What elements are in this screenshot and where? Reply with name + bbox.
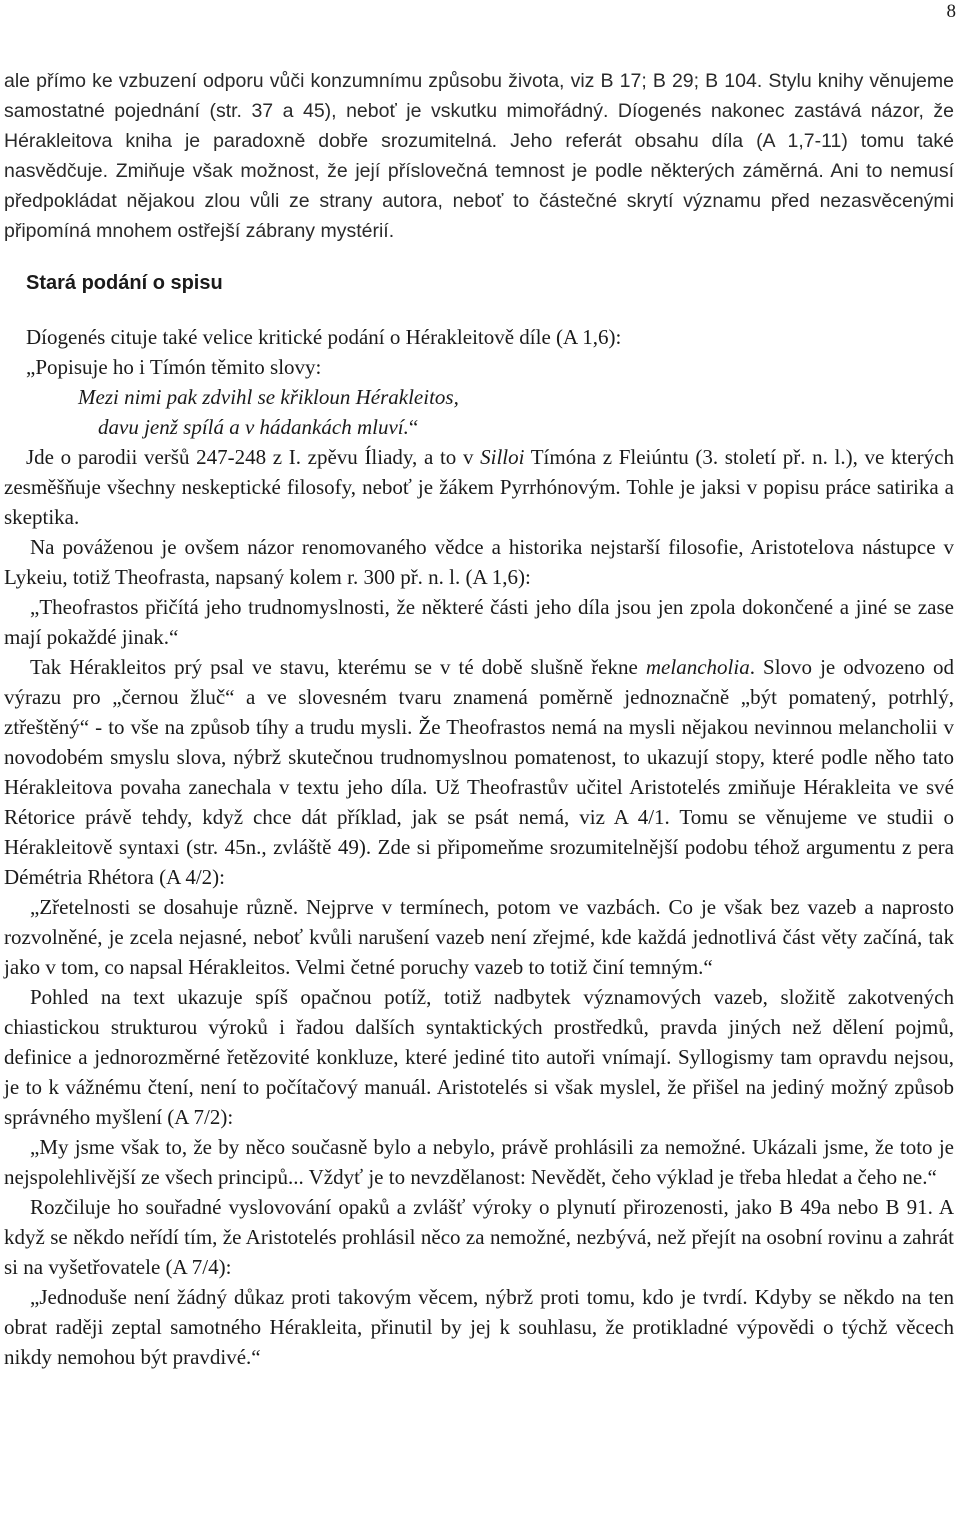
- section-heading: Stará podání o spisu: [26, 272, 223, 294]
- page-number: 8: [946, 1, 956, 22]
- aristotle-quote: „My jsme však to, že by něco současně bylo a nebylo, právě prohlásili za nemožné. Ukázali jsme, že toto je nejspolehlivější ze všech principů... Vždyť je to nevzdělanost: Nevědět, čeho výklad je třeba hledat a čeho ne.“: [4, 1135, 954, 1189]
- parody-text-a: Jde o parodii veršů 247-248 z I. zpěvu Íliady, a to v: [26, 445, 481, 469]
- verse-line-2-text: davu jenž spílá a v hádankách mluví.: [98, 415, 409, 439]
- melancholia-word: melancholia: [645, 655, 750, 679]
- melancholia-text-b: . Slovo je odvozeno od výrazu pro „černou žluč“ a ve slovesném tvaru znamená poměrně jednoznačně „být pomatený, potrhlý, ztřeštěný“ - to vše na způsob tíhy a trudu mysli. Že Theofrastos nemá na mysli nějakou nevinnou melancholii v novodobém smyslu slova, nýbrž skutečnou trudnomyslnou pomatenost, to ukazují stopy, které podle něho tato Hérakleitova povaha zanechala v textu jeho díla. Už Theofrastův učitel Aristotelés zmiňuje Hérakleita ve své Rétorice právě tehdy, když chce dát příklad, jak se psát nemá, viz A 4/1. Tomu se věnujeme ve studii o Hérakleitově syntaxi (str. 45n., zvláště 49). Zde si připomeňme srozumitelnější podobu téhož argumentu z pera Démétria Rhétora (A 4/2):: [4, 655, 955, 889]
- pohled-paragraph: Pohled na text ukazuje spíš opačnou potíž, totiž nadbytek významových vazeb, složitě zakotvených chiastickou strukturou výroků i řadou dalších syntaktických prostředků, pravda jiných než dělení pojmů, definice a jednorozměrné řetězovité konkluze, které jediné tito autoři vnímají. Syllogismy tam opravdu nejsou, je to k vážnému čtení, není to počítačový manuál. Aristotelés si však myslel, že přišel na jediný možný způsob správného myšlení (A 7/2):: [4, 985, 954, 1129]
- melancholia-text-a: Tak Hérakleitos prý psal ve stavu, kterému se v té době slušně řekne: [30, 655, 646, 679]
- theophrastus-paragraph: Na pováženou je ovšem názor renomovaného vědce a historika nejstarší filosofie, Aristotelova nástupce v Lykeiu, totiž Theofrasta, napsaný kolem r. 300 př. n. l. (A 1,6):: [4, 535, 954, 589]
- verse-line-2: [4, 412, 954, 442]
- rozciluje-paragraph: Rozčiluje ho souřadné vyslovování opaků a zvlášť výroky o plynutí přirozenosti, jako B 49a nebo B 91. A když se někdo neřídí tím, že Aristotelés prohlásil něco za nemožné, nezbývá, než přejít na osobní rovinu a zahrát si na vyšetřovatele (A 7/4):: [4, 1195, 954, 1279]
- theophrastus-quote: „Theofrastos přičítá jeho trudnomyslnosti, že některé části jeho díla jsou jen zpola dokončené a jiné se zase mají pokaždé jinak.“: [4, 595, 954, 649]
- silloi-title: Silloi: [480, 445, 525, 469]
- intro-paragraph: ale přímo ke vzbuzení odporu vůči konzumnímu způsobu života, viz B 17; B 29; B 104. Stylu knihy věnujeme samostatné pojednání (str. 37 a 45), neboť je vskutku mimořádný. Díogenés nakonec zastává názor, že Hérakleitova kniha je paradoxně dobře srozumitelná. Jeho referát obsahu díla (A 1,7-11) tomu také nasvědčuje. Zmiňuje však možnost, že její příslovečná temnost je podle některých záměrná. Ani to nemusí předpokládat nějakou zlou vůli ze strany autora, neboť to částečné skrytí významu před nezasvěcenými připomíná mnohem ostřejší zábrany mystérií.: [4, 70, 954, 242]
- verse-line-1: Mezi nimi pak zdvihl se křikloun Hérakleitos,: [78, 385, 459, 409]
- melancholia-paragraph: [4, 652, 954, 892]
- parody-paragraph: [4, 442, 954, 532]
- parody-text-b: Tímóna z Fleiúntu (3. století př. n. l.), ve kterých zesměšňuje všechny neskeptické filosofy, neboť je žákem Pyrrhónovým. Tohle je jaksi v popisu práce satirika a skeptika.: [4, 445, 954, 529]
- verse-close-quote: “: [408, 415, 419, 439]
- diogenes-intro-paragraph: Díogenés cituje také velice kritické podání o Hérakleitově díle (A 1,6):: [26, 325, 622, 349]
- final-quote: „Jednoduše není žádný důkaz proti takovým věcem, nýbrž proti tomu, kdo je tvrdí. Kdyby se někdo na ten obrat raději zeptal samotného Hérakleita, přinutil by jej k souhlasu, že protikladné výpovědi o týchž věcech nikdy nemohou být pravdivé.“: [4, 1285, 954, 1369]
- demetrios-quote: „Zřetelnosti se dosahuje různě. Nejprve v termínech, potom ve vazbách. Co je však bez vazeb a naprosto rozvolněné, je zcela nejasné, neboť kvůli narušení vazeb není zřejmé, kde každá jednotlivá část věty začíná, tak jako v tom, co napsal Hérakleitos. Velmi četné poruchy vazeb to totiž činí temným.“: [4, 895, 954, 979]
- document-page: [4, 66, 954, 1372]
- timon-quote-line: „Popisuje ho i Tímón těmito slovy:: [26, 355, 322, 379]
